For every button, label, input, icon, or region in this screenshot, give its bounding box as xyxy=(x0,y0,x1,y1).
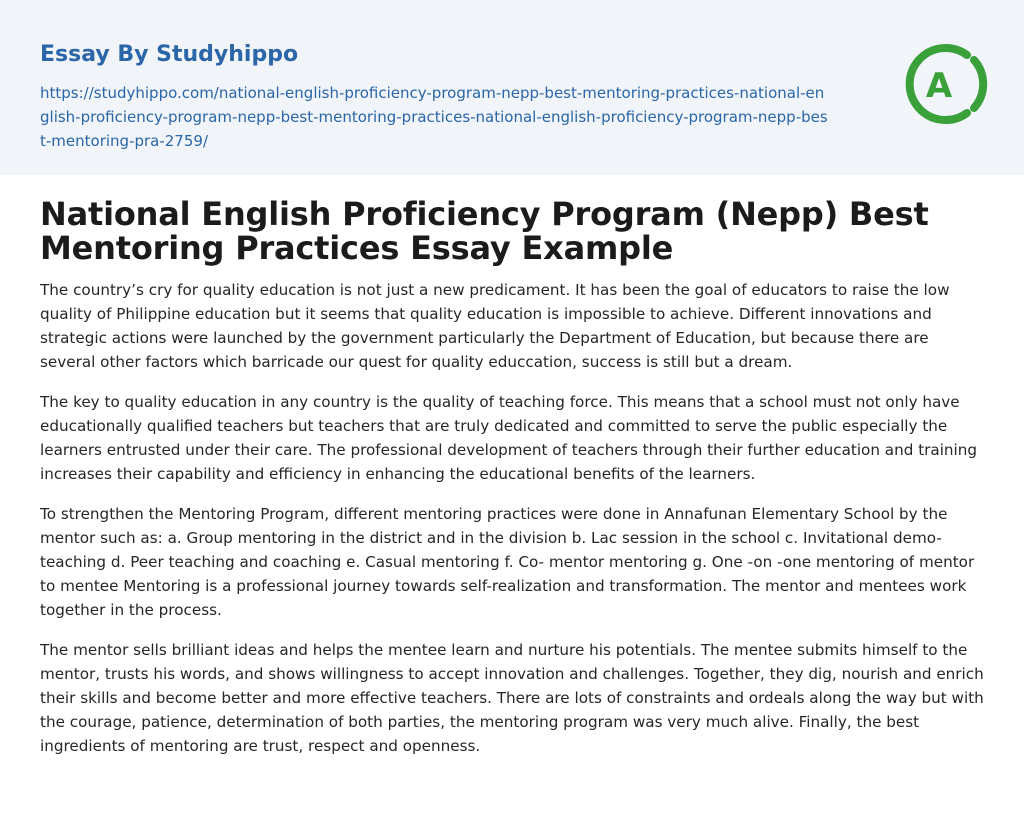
paragraph-3: To strengthen the Mentoring Program, different mentoring practices were done in Annafunan Elementary School by the mentor such as: a. Group mentoring in the district and in the division b. Lac session in the school c. Invitational demo-teaching d. Peer teaching and coaching e. Casual mentoring f. Co- mentor mentoring g. One -on -one mentoring of mentor to mentee Mentoring is a professional journey towards self-realization and transformation. The mentor and mentees work together in the process. xyxy=(40,505,975,619)
article xyxy=(0,197,1024,758)
logo-arc-right xyxy=(974,60,983,108)
studyhippo-logo-icon[interactable] xyxy=(904,42,988,126)
brand-title[interactable]: Essay By Studyhippo xyxy=(40,42,299,67)
paragraph-4: The mentor sells brilliant ideas and helps the mentee learn and nurture his potentials. The mentee submits himself to the mentor, trusts his words, and shows willingness to accept innovation and challenges. Together, they dig, nourish and enrich their skills and become better and more effective teachers. There are lots of constraints and ordeals along the way but with the courage, patience, determination of both parties, the mentoring program was very much alive. Finally, the best ingredients of mentoring are trust, respect and openness. xyxy=(40,641,984,755)
logo-letter: A xyxy=(925,66,953,106)
paragraph-1: The country’s cry for quality education is not just a new predicament. It has been the goal of educators to raise the low quality of Philippine education but it seems that quality education is impossible to achieve. Different innovations and strategic actions were launched by the government particularly the Department of Education, but because there are several other factors which barricade our quest for quality educcation, success is still but a dream. xyxy=(40,281,950,371)
source-url-link[interactable]: https://studyhippo.com/national-english-proficiency-program-nepp-best-mentoring-practices-national-english-proficiency-program-nepp-best-mentoring-practices-national-english-proficiency-program-nepp-best-mentoring-pra-2759/ xyxy=(40,84,828,150)
page-title: National English Proficiency Program (Nepp) Best Mentoring Practices Essay Example xyxy=(40,195,929,267)
paragraph-2: The key to quality education in any country is the quality of teaching force. This means that a school must not only have educationally qualified teachers but teachers that are truly dedicated and committed to serve the public especially the learners entrusted under their care. The professional development of teachers through their further education and training increases their capability and efficiency in enhancing the educational benefits of the learners. xyxy=(40,393,978,483)
page-header xyxy=(0,0,1024,175)
